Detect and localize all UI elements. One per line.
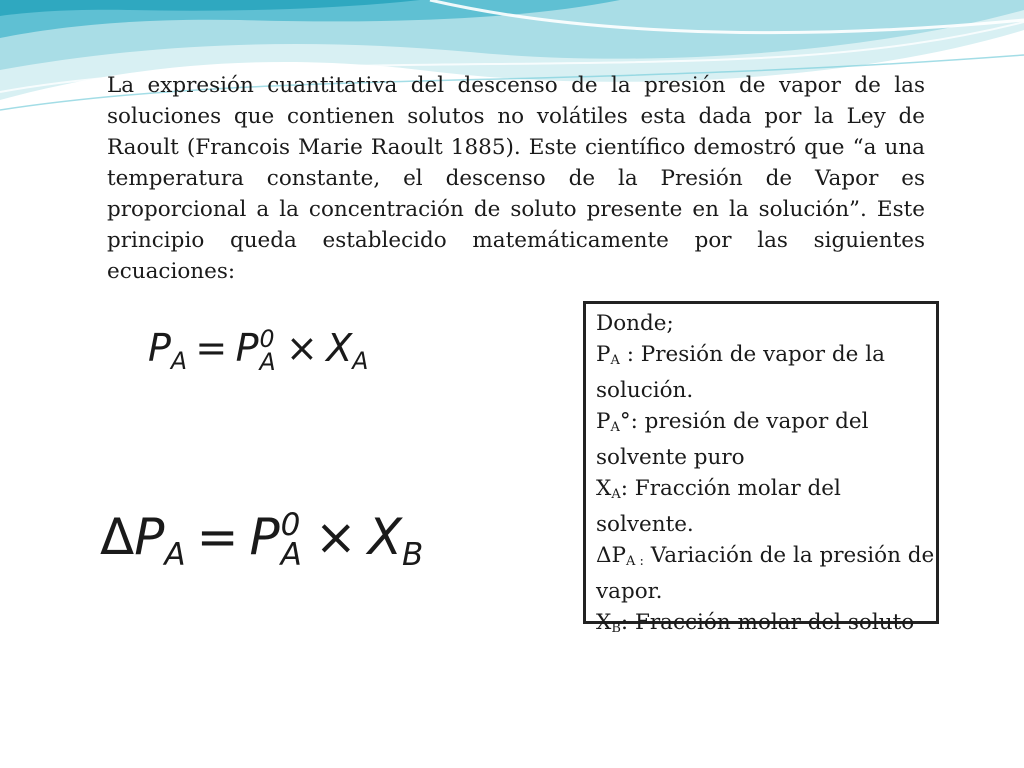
eq2-rhs1-symbol: P — [249, 508, 280, 566]
eq2-times: × — [314, 508, 357, 566]
definition-item-pa-pure — [596, 407, 936, 474]
definitions-heading: Donde; — [596, 311, 674, 336]
definition-subscript: A — [610, 419, 620, 435]
definition-text: : Fracción molar del solvente. — [596, 475, 841, 537]
definition-symbol: P — [596, 341, 611, 367]
eq2-equals: = — [196, 508, 239, 566]
eq2-rhs1-supsub — [280, 507, 302, 573]
eq1-rhs1-subscript: A — [259, 347, 276, 376]
eq2-lhs-symbol: P — [134, 508, 165, 566]
eq1-rhs2-subscript: A — [352, 347, 369, 376]
eq2-rhs1-superscript: 0 — [280, 507, 301, 544]
eq1-rhs1-symbol: P — [235, 326, 259, 370]
definition-item-delta-pa — [596, 541, 936, 608]
eq1-rhs1-supsub — [259, 325, 276, 376]
definition-text: °: presión de vapor del solvente puro — [596, 408, 869, 470]
definition-text: Variación de la presión de vapor. — [596, 542, 935, 604]
eq1-rhs1-superscript: 0 — [259, 325, 275, 354]
definition-item-xb — [596, 608, 936, 645]
eq2-lhs-subscript: A — [164, 536, 186, 573]
eq2-rhs2-subscript: B — [402, 536, 424, 573]
definition-item-xa — [596, 474, 936, 541]
eq1-lhs-subscript: A — [170, 347, 188, 376]
definition-symbol: P — [596, 408, 611, 434]
intro-paragraph: La expresión cuantitativa del descenso de la presión de vapor de las soluciones que contienen solutos no volátiles esta dada por la Ley de Raoult (Francois Marie Raoult 1885). Este científico demostró que “a una temperatura constante, el descenso de la Presión de Vapor es proporcional a la concentración de soluto presente en la solución”. Este principio queda establecido matemáticamente por las siguientes ecuaciones: — [107, 73, 925, 284]
eq1-rhs2-symbol: X — [326, 326, 353, 370]
equation-raoult-law — [148, 318, 368, 391]
definition-symbol: X — [596, 475, 612, 501]
eq2-rhs1-subscript: A — [280, 536, 302, 573]
definition-subscript: B — [611, 620, 621, 636]
eq2-delta: Δ — [100, 508, 135, 566]
eq1-equals: = — [195, 326, 228, 370]
definition-subscript: A — [610, 352, 620, 368]
eq1-lhs-symbol: P — [148, 326, 171, 370]
definition-symbol: ΔP — [596, 542, 626, 568]
eq2-rhs2-symbol: X — [367, 508, 403, 566]
equation-pressure-drop — [100, 497, 423, 595]
definition-symbol: X — [596, 609, 612, 635]
definition-subscript: A — [611, 486, 621, 502]
definition-subscript: A : — [626, 553, 644, 569]
definition-text: : Fracción molar del soluto — [620, 609, 915, 635]
eq1-times: × — [285, 326, 318, 370]
definition-text: : Presión de vapor de la solución. — [596, 341, 885, 403]
definition-item-pa — [596, 340, 936, 407]
definitions-box — [583, 301, 939, 636]
